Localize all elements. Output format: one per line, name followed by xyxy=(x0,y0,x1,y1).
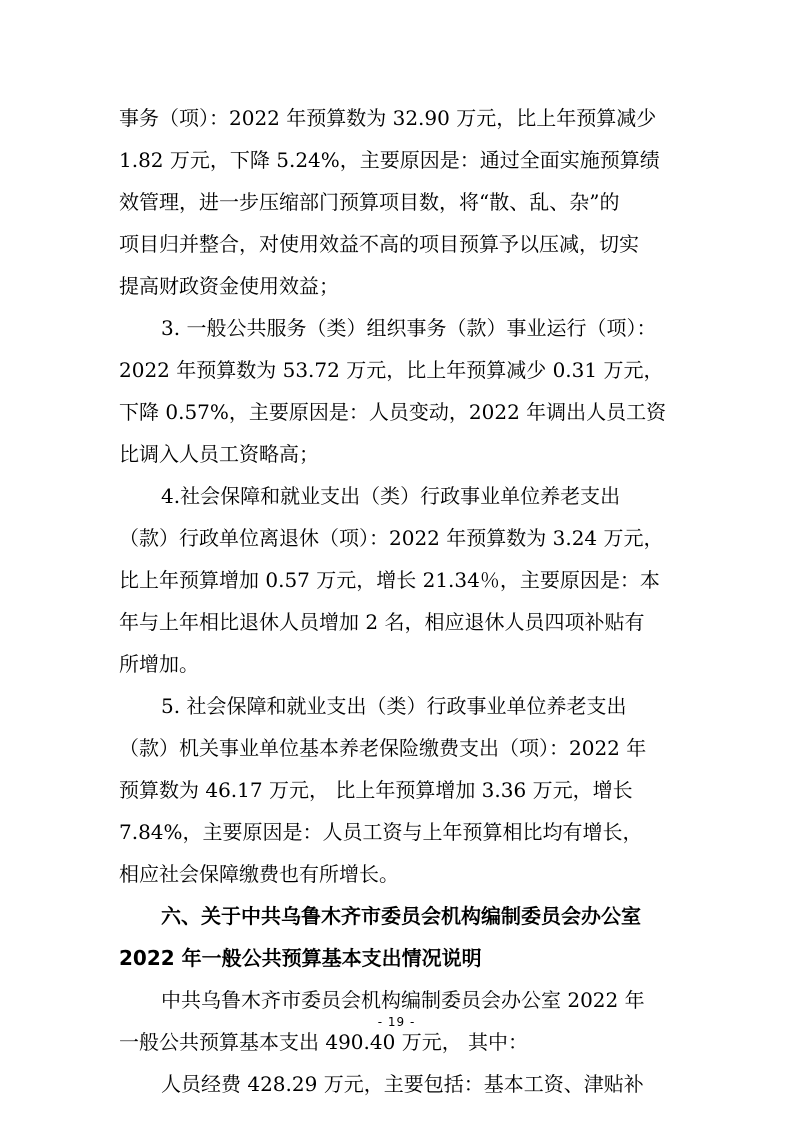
paragraph-line: 所增加。 xyxy=(119,652,199,676)
paragraph-line: 预算数为 46.17 万元， 比上年预算增加 3.36 万元，增长 xyxy=(119,778,633,802)
paragraph-line: 中共乌鲁木齐市委员会机构编制委员会办公室 2022 年 xyxy=(161,988,645,1012)
paragraph-line: 1.82 万元，下降 5.24%，主要原因是：通过全面实施预算绩 xyxy=(119,148,660,172)
paragraph-line: 4.社会保障和就业支出（类）行政事业单位养老支出 xyxy=(161,484,621,508)
paragraph-line: 年与上年相比退休人员增加 2 名，相应退休人员四项补贴有 xyxy=(119,610,645,634)
paragraph-line: 提高财政资金使用效益； xyxy=(119,274,339,298)
paragraph-line: （款）机关事业单位基本养老保险缴费支出（项）：2022 年 xyxy=(119,736,647,760)
section-heading: 六、关于中共乌鲁木齐市委员会机构编制委员会办公室 xyxy=(161,904,641,928)
page-number: - 19 - xyxy=(377,1015,416,1029)
paragraph-line: （款）行政单位离退休（项）：2022 年预算数为 3.24 万元， xyxy=(119,526,664,550)
paragraph-line: 7.84%，主要原因是：人员工资与上年预算相比均有增长， xyxy=(119,820,643,844)
paragraph-line: 相应社会保障缴费也有所增长。 xyxy=(119,862,399,886)
paragraph-line: 5. 社会保障和就业支出（类）行政事业单位养老支出 xyxy=(161,694,627,718)
paragraph-line: 下降 0.57%，主要原因是：人员变动，2022 年调出人员工资 xyxy=(119,400,667,424)
paragraph-line: 事务（项）：2022 年预算数为 32.90 万元，比上年预算减少 xyxy=(119,106,657,130)
paragraph-line: 一般公共预算基本支出 490.40 万元， 其中： xyxy=(119,1030,529,1054)
paragraph-line: 比上年预算增加 0.57 万元，增长 21.34％，主要原因是：本 xyxy=(119,568,660,592)
paragraph-line: 项目归并整合，对使用效益不高的项目预算予以压减，切实 xyxy=(119,232,639,256)
paragraph-line: 人员经费 428.29 万元，主要包括：基本工资、津贴补 xyxy=(161,1072,644,1096)
paragraph-line: 效管理，进一步压缩部门预算项目数，将“散、乱、杂”的 xyxy=(119,190,620,214)
section-heading: 2022 年一般公共预算基本支出情况说明 xyxy=(119,946,482,970)
paragraph-line: 2022 年预算数为 53.72 万元，比上年预算减少 0.31 万元， xyxy=(119,358,664,382)
paragraph-line: 3. 一般公共服务（类）组织事务（款）事业运行（项）： xyxy=(161,316,657,340)
paragraph-line: 比调入人员工资略高； xyxy=(119,442,319,466)
